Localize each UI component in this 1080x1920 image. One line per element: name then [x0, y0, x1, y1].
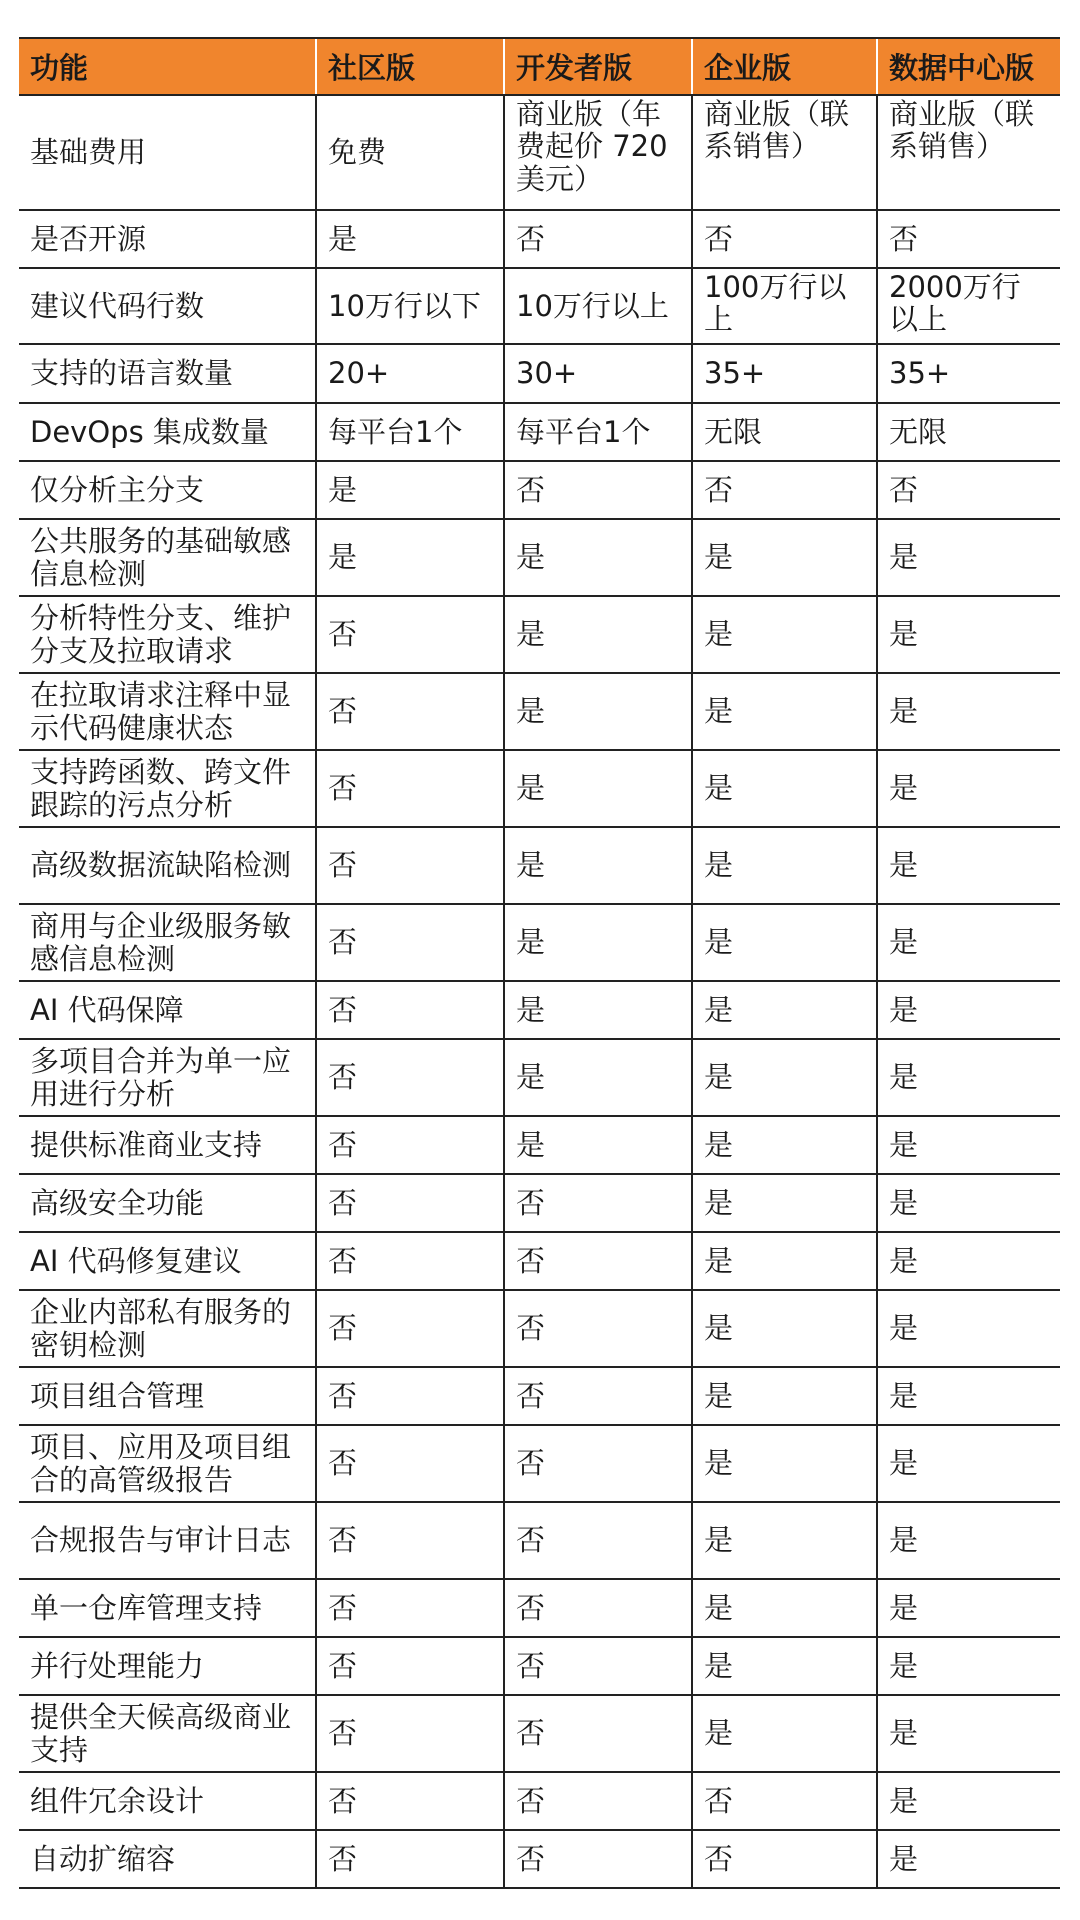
feature-cell: 支持的语言数量 — [19, 344, 316, 403]
community-cell: 否 — [316, 1116, 504, 1174]
enterprise-cell: 否 — [692, 1830, 877, 1888]
header-enterprise-edition: 企业版 — [692, 38, 877, 95]
enterprise-cell: 是 — [692, 1039, 877, 1116]
enterprise-cell: 是 — [692, 1425, 877, 1502]
enterprise-cell: 是 — [692, 1695, 877, 1772]
developer-cell: 否 — [504, 1502, 692, 1579]
enterprise-cell: 是 — [692, 1502, 877, 1579]
community-cell: 否 — [316, 596, 504, 673]
feature-cell: 多项目合并为单一应用进行分析 — [19, 1039, 316, 1116]
feature-cell: 仅分析主分支 — [19, 461, 316, 519]
feature-cell: 项目、应用及项目组合的高管级报告 — [19, 1425, 316, 1502]
table-row — [19, 1579, 1060, 1637]
datacenter-cell: 否 — [877, 461, 1060, 519]
community-cell: 否 — [316, 1232, 504, 1290]
datacenter-cell: 是 — [877, 1174, 1060, 1232]
table-row — [19, 596, 1060, 673]
table-row — [19, 95, 1060, 210]
feature-cell: 提供标准商业支持 — [19, 1116, 316, 1174]
developer-cell: 否 — [504, 1830, 692, 1888]
table-row — [19, 673, 1060, 750]
datacenter-cell: 否 — [877, 210, 1060, 268]
community-cell: 否 — [316, 1772, 504, 1830]
enterprise-cell: 是 — [692, 1637, 877, 1695]
datacenter-cell: 是 — [877, 1637, 1060, 1695]
developer-cell: 是 — [504, 750, 692, 827]
feature-cell: 高级安全功能 — [19, 1174, 316, 1232]
enterprise-cell: 是 — [692, 1174, 877, 1232]
developer-cell: 否 — [504, 1290, 692, 1367]
table-row — [19, 1502, 1060, 1579]
header-feature: 功能 — [19, 38, 316, 95]
community-cell: 否 — [316, 981, 504, 1039]
datacenter-cell: 是 — [877, 596, 1060, 673]
enterprise-cell: 否 — [692, 1772, 877, 1830]
feature-comparison-table — [19, 37, 1060, 1889]
datacenter-cell: 2000万行以上 — [877, 268, 1060, 344]
table-row — [19, 1367, 1060, 1425]
table-row — [19, 1174, 1060, 1232]
community-cell: 否 — [316, 750, 504, 827]
feature-cell: DevOps 集成数量 — [19, 403, 316, 461]
feature-cell: 建议代码行数 — [19, 268, 316, 344]
enterprise-cell: 是 — [692, 673, 877, 750]
datacenter-cell: 是 — [877, 1695, 1060, 1772]
community-cell: 否 — [316, 1695, 504, 1772]
enterprise-cell: 是 — [692, 1579, 877, 1637]
table-row — [19, 750, 1060, 827]
community-cell: 是 — [316, 519, 504, 596]
enterprise-cell: 是 — [692, 519, 877, 596]
datacenter-cell: 是 — [877, 1116, 1060, 1174]
table-row — [19, 827, 1060, 904]
developer-cell: 是 — [504, 519, 692, 596]
feature-cell: 商用与企业级服务敏感信息检测 — [19, 904, 316, 981]
table-body — [19, 95, 1060, 1888]
enterprise-cell: 是 — [692, 1116, 877, 1174]
community-cell: 否 — [316, 904, 504, 981]
enterprise-cell: 无限 — [692, 403, 877, 461]
datacenter-cell: 是 — [877, 1367, 1060, 1425]
enterprise-cell: 是 — [692, 904, 877, 981]
enterprise-cell: 商业版（联系销售） — [692, 95, 877, 210]
enterprise-cell: 35+ — [692, 344, 877, 403]
feature-comparison-table-container — [19, 37, 1060, 1889]
header-developer-edition: 开发者版 — [504, 38, 692, 95]
datacenter-cell: 是 — [877, 1232, 1060, 1290]
community-cell: 否 — [316, 1502, 504, 1579]
developer-cell: 是 — [504, 1039, 692, 1116]
developer-cell: 否 — [504, 210, 692, 268]
feature-cell: 组件冗余设计 — [19, 1772, 316, 1830]
feature-cell: 自动扩缩容 — [19, 1830, 316, 1888]
community-cell: 否 — [316, 1637, 504, 1695]
developer-cell: 是 — [504, 981, 692, 1039]
developer-cell: 否 — [504, 1232, 692, 1290]
community-cell: 否 — [316, 1425, 504, 1502]
table-row — [19, 1425, 1060, 1502]
header-row — [19, 38, 1060, 95]
datacenter-cell: 是 — [877, 1290, 1060, 1367]
community-cell: 否 — [316, 1830, 504, 1888]
feature-cell: 公共服务的基础敏感信息检测 — [19, 519, 316, 596]
community-cell: 否 — [316, 1579, 504, 1637]
feature-cell: AI 代码修复建议 — [19, 1232, 316, 1290]
feature-cell: 单一仓库管理支持 — [19, 1579, 316, 1637]
feature-cell: 是否开源 — [19, 210, 316, 268]
header-community-edition: 社区版 — [316, 38, 504, 95]
datacenter-cell: 无限 — [877, 403, 1060, 461]
feature-cell: 高级数据流缺陷检测 — [19, 827, 316, 904]
enterprise-cell: 是 — [692, 1232, 877, 1290]
table-row — [19, 344, 1060, 403]
developer-cell: 否 — [504, 1579, 692, 1637]
developer-cell: 否 — [504, 1425, 692, 1502]
community-cell: 每平台1个 — [316, 403, 504, 461]
feature-cell: 支持跨函数、跨文件跟踪的污点分析 — [19, 750, 316, 827]
datacenter-cell: 商业版（联系销售） — [877, 95, 1060, 210]
feature-cell: 并行处理能力 — [19, 1637, 316, 1695]
developer-cell: 否 — [504, 1637, 692, 1695]
feature-cell: AI 代码保障 — [19, 981, 316, 1039]
datacenter-cell: 是 — [877, 673, 1060, 750]
developer-cell: 30+ — [504, 344, 692, 403]
feature-cell: 合规报告与审计日志 — [19, 1502, 316, 1579]
community-cell: 是 — [316, 210, 504, 268]
community-cell: 免费 — [316, 95, 504, 210]
community-cell: 否 — [316, 1039, 504, 1116]
developer-cell: 否 — [504, 1174, 692, 1232]
datacenter-cell: 35+ — [877, 344, 1060, 403]
datacenter-cell: 是 — [877, 1579, 1060, 1637]
feature-cell: 分析特性分支、维护分支及拉取请求 — [19, 596, 316, 673]
table-header — [19, 38, 1060, 95]
datacenter-cell: 是 — [877, 1502, 1060, 1579]
developer-cell: 是 — [504, 904, 692, 981]
datacenter-cell: 是 — [877, 1830, 1060, 1888]
developer-cell: 10万行以上 — [504, 268, 692, 344]
community-cell: 20+ — [316, 344, 504, 403]
datacenter-cell: 是 — [877, 981, 1060, 1039]
table-row — [19, 1232, 1060, 1290]
developer-cell: 是 — [504, 596, 692, 673]
community-cell: 否 — [316, 827, 504, 904]
enterprise-cell: 是 — [692, 750, 877, 827]
feature-cell: 基础费用 — [19, 95, 316, 210]
table-row — [19, 403, 1060, 461]
enterprise-cell: 否 — [692, 461, 877, 519]
enterprise-cell: 是 — [692, 1290, 877, 1367]
datacenter-cell: 是 — [877, 1772, 1060, 1830]
datacenter-cell: 是 — [877, 827, 1060, 904]
datacenter-cell: 是 — [877, 519, 1060, 596]
feature-cell: 在拉取请求注释中显示代码健康状态 — [19, 673, 316, 750]
header-datacenter-edition: 数据中心版 — [877, 38, 1060, 95]
enterprise-cell: 是 — [692, 596, 877, 673]
table-row — [19, 461, 1060, 519]
table-row — [19, 904, 1060, 981]
feature-cell: 项目组合管理 — [19, 1367, 316, 1425]
table-row — [19, 1039, 1060, 1116]
developer-cell: 每平台1个 — [504, 403, 692, 461]
table-row — [19, 1830, 1060, 1888]
table-row — [19, 1116, 1060, 1174]
feature-cell: 企业内部私有服务的密钥检测 — [19, 1290, 316, 1367]
community-cell: 否 — [316, 1367, 504, 1425]
enterprise-cell: 是 — [692, 827, 877, 904]
enterprise-cell: 100万行以上 — [692, 268, 877, 344]
community-cell: 10万行以下 — [316, 268, 504, 344]
table-row — [19, 519, 1060, 596]
table-row — [19, 1290, 1060, 1367]
developer-cell: 是 — [504, 673, 692, 750]
developer-cell: 否 — [504, 461, 692, 519]
developer-cell: 否 — [504, 1367, 692, 1425]
developer-cell: 商业版（年费起价 720 美元） — [504, 95, 692, 210]
developer-cell: 是 — [504, 827, 692, 904]
enterprise-cell: 是 — [692, 1367, 877, 1425]
developer-cell: 否 — [504, 1695, 692, 1772]
datacenter-cell: 是 — [877, 1425, 1060, 1502]
datacenter-cell: 是 — [877, 750, 1060, 827]
table-row — [19, 981, 1060, 1039]
developer-cell: 否 — [504, 1772, 692, 1830]
community-cell: 否 — [316, 1174, 504, 1232]
datacenter-cell: 是 — [877, 1039, 1060, 1116]
table-row — [19, 1637, 1060, 1695]
datacenter-cell: 是 — [877, 904, 1060, 981]
community-cell: 否 — [316, 1290, 504, 1367]
enterprise-cell: 否 — [692, 210, 877, 268]
table-row — [19, 1695, 1060, 1772]
developer-cell: 是 — [504, 1116, 692, 1174]
feature-cell: 提供全天候高级商业支持 — [19, 1695, 316, 1772]
table-row — [19, 210, 1060, 268]
enterprise-cell: 是 — [692, 981, 877, 1039]
community-cell: 否 — [316, 673, 504, 750]
table-row — [19, 268, 1060, 344]
community-cell: 是 — [316, 461, 504, 519]
table-row — [19, 1772, 1060, 1830]
